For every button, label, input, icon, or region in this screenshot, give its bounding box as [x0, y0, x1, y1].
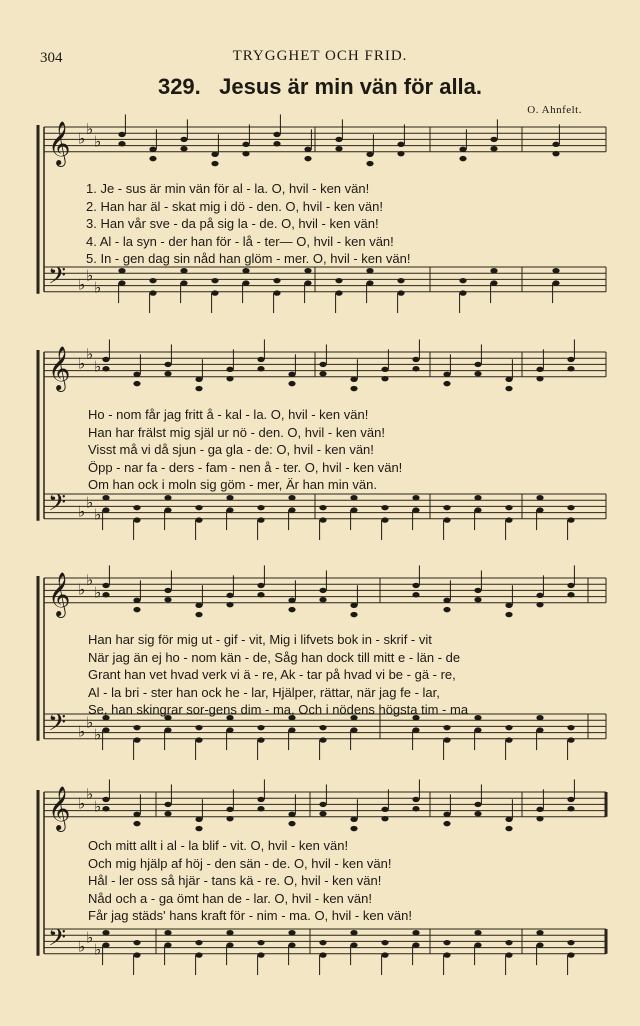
note-head: [288, 942, 295, 947]
note-head: [412, 592, 419, 597]
note-head: [164, 597, 171, 602]
lyric-line: Hål - ler oss så hjär - tans kä - re. O, hvil - ken vän!: [88, 873, 382, 888]
note-head: [536, 507, 543, 512]
note-head: [366, 152, 373, 157]
note-head: [490, 137, 497, 142]
note-head: [304, 156, 311, 161]
note-head: [567, 797, 574, 802]
treble-clef-icon: 𝄞: [48, 120, 71, 165]
note-head: [443, 598, 450, 603]
note-head: [195, 826, 202, 831]
note-head: [505, 517, 512, 522]
note-head: [536, 727, 543, 732]
flat-icon: ♭: [86, 345, 94, 364]
note-head: [567, 592, 574, 597]
note-head: [459, 278, 466, 283]
note-head: [102, 507, 109, 512]
note-head: [366, 280, 373, 285]
note-head: [257, 725, 264, 730]
note-head: [319, 811, 326, 816]
note-head: [505, 817, 512, 822]
note-head: [459, 147, 466, 152]
note-head: [273, 278, 280, 283]
note-head: [164, 811, 171, 816]
note-head: [335, 290, 342, 295]
flat-icon: ♭: [94, 797, 102, 816]
note-head: [118, 280, 125, 285]
running-head: TRYGGHET OCH FRID.: [232, 48, 408, 64]
note-head: [164, 495, 171, 500]
note-head: [226, 807, 233, 812]
note-head: [536, 367, 543, 372]
note-head: [118, 268, 125, 273]
note-head: [180, 146, 187, 151]
note-head: [474, 802, 481, 807]
note-head: [443, 505, 450, 510]
note-head: [381, 367, 388, 372]
note-head: [226, 930, 233, 935]
note-head: [552, 268, 559, 273]
note-head: [443, 517, 450, 522]
note-head: [273, 141, 280, 146]
note-head: [164, 362, 171, 367]
note-head: [118, 132, 125, 137]
note-head: [490, 280, 497, 285]
note-head: [257, 583, 264, 588]
note-head: [567, 940, 574, 945]
note-head: [102, 942, 109, 947]
note-head: [288, 507, 295, 512]
lyric-line: Al - la bri - ster han ock he - lar, Hjälper, rättar, när jag fe - lar,: [88, 684, 440, 700]
flat-icon: ♭: [86, 571, 94, 590]
note-head: [350, 386, 357, 391]
note-head: [180, 137, 187, 142]
note-head: [412, 357, 419, 362]
note-head: [226, 942, 233, 947]
note-head: [412, 507, 419, 512]
note-head: [567, 806, 574, 811]
note-head: [350, 727, 357, 732]
note-head: [474, 715, 481, 720]
note-head: [226, 507, 233, 512]
note-head: [133, 372, 140, 377]
note-head: [164, 727, 171, 732]
lyric-line: Får jag städs' hans kraft för - nim - ma. O, hvil - ken vän!: [88, 908, 412, 923]
treble-clef-icon: 𝄞: [48, 571, 71, 616]
flat-icon: ♭: [78, 580, 86, 599]
note-head: [366, 268, 373, 273]
note-head: [133, 598, 140, 603]
lyric-line: Han har frälst mig själ ur nö - den. O, hvil - ken vän!: [88, 424, 385, 440]
note-head: [257, 357, 264, 362]
note-head: [211, 278, 218, 283]
flat-icon: ♭: [78, 129, 86, 148]
note-head: [381, 952, 388, 957]
flat-icon: ♭: [86, 785, 94, 804]
note-head: [459, 156, 466, 161]
note-head: [397, 290, 404, 295]
note-head: [149, 147, 156, 152]
note-head: [412, 727, 419, 732]
note-head: [257, 366, 264, 371]
note-head: [474, 507, 481, 512]
note-head: [288, 607, 295, 612]
note-head: [490, 146, 497, 151]
flat-icon: ♭: [78, 794, 86, 813]
lyric-line: Visst må vi då sjun - ga gla - de: O, hvil - ken vän!: [88, 442, 374, 457]
hymn-number: 329.: [157, 74, 201, 99]
note-head: [505, 386, 512, 391]
note-head: [319, 505, 326, 510]
note-head: [443, 812, 450, 817]
note-head: [211, 152, 218, 157]
note-head: [536, 376, 543, 381]
flat-icon: ♭: [78, 275, 86, 294]
note-head: [567, 517, 574, 522]
flat-icon: ♭: [94, 132, 102, 151]
note-head: [257, 797, 264, 802]
note-head: [288, 930, 295, 935]
flat-icon: ♭: [86, 928, 94, 947]
note-head: [443, 952, 450, 957]
note-head: [195, 725, 202, 730]
note-head: [288, 598, 295, 603]
note-head: [164, 930, 171, 935]
note-head: [381, 807, 388, 812]
note-head: [102, 727, 109, 732]
flat-icon: ♭: [86, 713, 94, 732]
lyric-line: Öpp - nar fa - ders - fam - nen å - ter. O, hvil - ken vän!: [88, 459, 403, 475]
note-head: [242, 142, 249, 147]
note-head: [195, 377, 202, 382]
note-head: [102, 366, 109, 371]
note-head: [474, 727, 481, 732]
note-head: [536, 593, 543, 598]
note-head: [164, 802, 171, 807]
note-head: [474, 371, 481, 376]
note-head: [102, 583, 109, 588]
note-head: [211, 161, 218, 166]
note-head: [164, 507, 171, 512]
note-head: [304, 147, 311, 152]
note-head: [242, 280, 249, 285]
note-head: [195, 386, 202, 391]
note-head: [133, 940, 140, 945]
note-head: [443, 372, 450, 377]
note-head: [195, 603, 202, 608]
note-head: [397, 278, 404, 283]
note-head: [319, 952, 326, 957]
note-head: [226, 376, 233, 381]
lyric-line: När jag än ej ho - nom kän - de, Såg han dock till mitt e - län - de: [88, 649, 461, 665]
lyric-line: Ho - nom får jag fritt å - kal - la. O, hvil - ken vän!: [88, 407, 369, 422]
note-head: [567, 583, 574, 588]
flat-icon: ♭: [86, 120, 94, 139]
note-head: [133, 517, 140, 522]
lyric-line: 1. Je - sus är min vän för al - la. O, hvil - ken vän!: [86, 181, 370, 196]
lyric-line: Han har sig för mig ut - gif - vit, Mig i lifvets bok in - skrif - vit: [88, 632, 432, 647]
note-head: [412, 806, 419, 811]
note-head: [412, 495, 419, 500]
note-head: [567, 505, 574, 510]
note-head: [443, 737, 450, 742]
flat-icon: ♭: [94, 725, 102, 744]
note-head: [474, 588, 481, 593]
note-head: [195, 612, 202, 617]
note-head: [257, 806, 264, 811]
note-head: [273, 132, 280, 137]
note-head: [133, 607, 140, 612]
note-head: [288, 821, 295, 826]
note-head: [350, 817, 357, 822]
note-head: [397, 151, 404, 156]
note-head: [536, 942, 543, 947]
bass-clef-icon: 𝄢: [48, 488, 67, 522]
note-head: [133, 381, 140, 386]
note-head: [567, 366, 574, 371]
note-head: [242, 151, 249, 156]
note-head: [257, 940, 264, 945]
flat-icon: ♭: [94, 505, 102, 524]
flat-icon: ♭: [78, 722, 86, 741]
note-head: [381, 505, 388, 510]
note-head: [133, 505, 140, 510]
note-head: [288, 495, 295, 500]
note-head: [350, 612, 357, 617]
flat-icon: ♭: [94, 583, 102, 602]
note-head: [319, 725, 326, 730]
note-head: [459, 290, 466, 295]
note-head: [226, 495, 233, 500]
note-head: [102, 930, 109, 935]
note-head: [273, 290, 280, 295]
note-head: [149, 290, 156, 295]
note-head: [505, 377, 512, 382]
note-head: [226, 593, 233, 598]
note-head: [505, 940, 512, 945]
hymn-title: Jesus är min vän för alla.: [219, 74, 483, 99]
note-head: [552, 280, 559, 285]
note-head: [412, 942, 419, 947]
note-head: [567, 737, 574, 742]
note-head: [381, 517, 388, 522]
note-head: [288, 381, 295, 386]
note-head: [350, 826, 357, 831]
note-head: [474, 942, 481, 947]
lyric-line: 3. Han vår sve - da på sig la - de. O, hvil - ken vän!: [86, 216, 379, 231]
note-head: [319, 597, 326, 602]
note-head: [474, 811, 481, 816]
note-head: [180, 280, 187, 285]
note-head: [288, 727, 295, 732]
treble-clef-icon: 𝄞: [48, 345, 71, 390]
note-head: [443, 607, 450, 612]
flat-icon: ♭: [86, 493, 94, 512]
note-head: [319, 517, 326, 522]
note-head: [102, 797, 109, 802]
note-head: [133, 952, 140, 957]
note-head: [102, 806, 109, 811]
note-head: [257, 952, 264, 957]
note-head: [474, 362, 481, 367]
note-head: [505, 603, 512, 608]
note-head: [133, 812, 140, 817]
lyric-line: Och mitt allt i al - la blif - vit. O, hvil - ken vän!: [88, 838, 349, 853]
note-head: [102, 495, 109, 500]
note-head: [149, 278, 156, 283]
note-head: [133, 737, 140, 742]
note-head: [304, 280, 311, 285]
note-head: [381, 376, 388, 381]
note-head: [412, 797, 419, 802]
note-head: [505, 737, 512, 742]
composer: O. Ahnfelt.: [527, 104, 582, 116]
note-head: [102, 357, 109, 362]
note-head: [536, 602, 543, 607]
note-head: [412, 366, 419, 371]
note-head: [505, 612, 512, 617]
note-head: [288, 812, 295, 817]
note-head: [304, 268, 311, 273]
note-head: [195, 952, 202, 957]
lyric-line: Grant han vet hvad verk vi ä - re, Ak - tar på hvad vi be - gä - re,: [88, 667, 456, 682]
note-head: [319, 940, 326, 945]
note-head: [288, 372, 295, 377]
note-head: [195, 517, 202, 522]
bass-clef-icon: 𝄢: [48, 708, 67, 742]
note-head: [350, 507, 357, 512]
note-head: [567, 357, 574, 362]
note-head: [567, 952, 574, 957]
note-head: [211, 290, 218, 295]
flat-icon: ♭: [78, 354, 86, 373]
note-head: [335, 146, 342, 151]
note-head: [443, 940, 450, 945]
note-head: [443, 725, 450, 730]
lyric-line: 2. Han har äl - skat mig i dö - den. O, hvil - ken vän!: [86, 198, 383, 214]
note-head: [381, 816, 388, 821]
note-head: [350, 603, 357, 608]
treble-clef-icon: 𝄞: [48, 785, 71, 830]
lyric-line: 4. Al - la syn - der han för - lå - ter— O, hvil - ken vän!: [86, 233, 394, 249]
flat-icon: ♭: [86, 266, 94, 285]
flat-icon: ♭: [78, 937, 86, 956]
note-head: [536, 715, 543, 720]
note-head: [536, 807, 543, 812]
note-head: [242, 268, 249, 273]
note-head: [474, 597, 481, 602]
note-head: [350, 377, 357, 382]
flat-icon: ♭: [78, 502, 86, 521]
note-head: [474, 495, 481, 500]
bass-clef-icon: 𝄢: [48, 923, 67, 957]
note-head: [319, 362, 326, 367]
bass-clef-icon: 𝄢: [48, 261, 67, 295]
note-head: [133, 821, 140, 826]
note-head: [195, 737, 202, 742]
note-head: [490, 268, 497, 273]
lyric-line: Och mig hjälp af höj - den sän - de. O, hvil - ken vän!: [88, 855, 392, 871]
note-head: [226, 367, 233, 372]
note-head: [552, 142, 559, 147]
note-head: [226, 602, 233, 607]
note-head: [195, 505, 202, 510]
note-head: [412, 583, 419, 588]
note-head: [474, 930, 481, 935]
note-head: [149, 156, 156, 161]
note-head: [195, 940, 202, 945]
note-head: [257, 592, 264, 597]
note-head: [319, 737, 326, 742]
note-head: [536, 495, 543, 500]
flat-icon: ♭: [94, 357, 102, 376]
note-head: [226, 727, 233, 732]
note-head: [505, 826, 512, 831]
note-head: [443, 821, 450, 826]
note-head: [257, 505, 264, 510]
note-head: [397, 142, 404, 147]
note-head: [164, 371, 171, 376]
note-head: [118, 141, 125, 146]
note-head: [567, 725, 574, 730]
note-head: [505, 505, 512, 510]
note-head: [195, 817, 202, 822]
note-head: [350, 942, 357, 947]
note-head: [443, 381, 450, 386]
note-head: [335, 278, 342, 283]
note-head: [257, 737, 264, 742]
note-head: [180, 268, 187, 273]
note-head: [412, 930, 419, 935]
note-head: [319, 371, 326, 376]
note-head: [350, 930, 357, 935]
note-head: [319, 802, 326, 807]
page-number: 304: [40, 50, 63, 66]
note-head: [164, 588, 171, 593]
flat-icon: ♭: [94, 940, 102, 959]
note-head: [366, 161, 373, 166]
lyric-line: Se, han skingrar sor-gens dim - ma, Och i nödens högsta tim - ma: [88, 702, 469, 717]
note-head: [505, 725, 512, 730]
note-head: [133, 725, 140, 730]
note-head: [381, 940, 388, 945]
note-head: [257, 517, 264, 522]
note-head: [536, 816, 543, 821]
note-head: [552, 151, 559, 156]
lyric-line: 5. In - gen dag sin nåd han glöm - mer. O, hvil - ken vän!: [86, 251, 411, 266]
lyric-line: Om han ock i moln sig göm - mer, Är han min vän.: [88, 477, 377, 492]
note-head: [335, 137, 342, 142]
flat-icon: ♭: [94, 278, 102, 297]
note-head: [164, 942, 171, 947]
lyric-line: Nåd och a - ga ömt han de - lar. O, hvil - ken vän!: [88, 890, 372, 906]
note-head: [505, 952, 512, 957]
note-head: [536, 930, 543, 935]
note-head: [226, 816, 233, 821]
note-head: [350, 495, 357, 500]
note-head: [319, 588, 326, 593]
note-head: [102, 592, 109, 597]
